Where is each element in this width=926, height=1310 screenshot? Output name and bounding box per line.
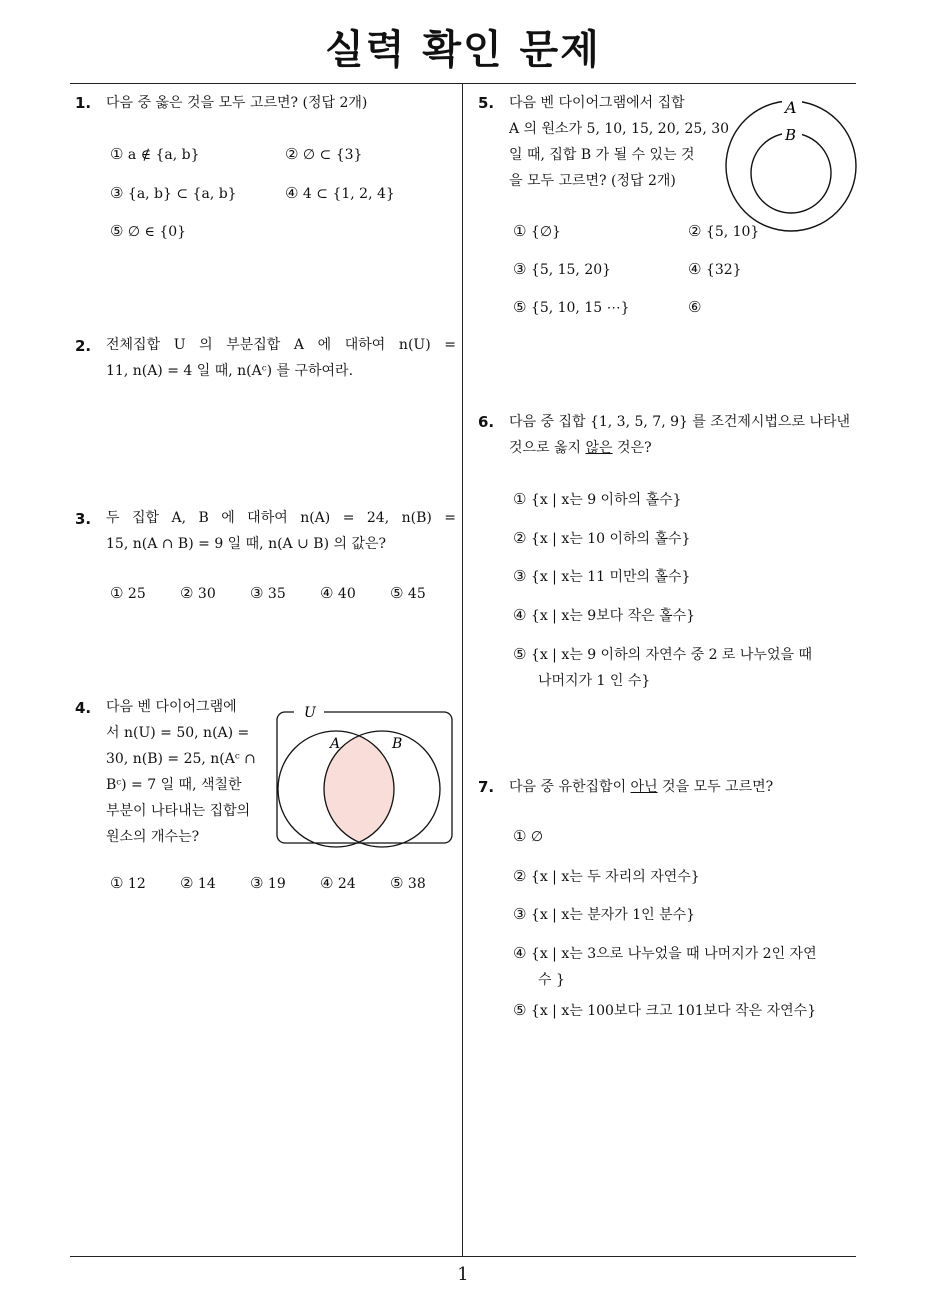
top-rule	[70, 83, 856, 84]
choice-3[interactable]: ③ {a, b} ⊂ {a, b}	[110, 184, 237, 202]
question-text-line-2: 15, n(A ∩ B) = 9 일 때, n(A ∪ B) 의 값은?	[106, 536, 387, 552]
venn-diagram-u-a-b	[272, 700, 457, 848]
choice-2[interactable]: ② ∅ ⊂ {3}	[285, 145, 363, 163]
question-text-line-2: 11, n(A) = 4 일 때, n(Aᶜ) 를 구하여라.	[106, 363, 354, 379]
question-text-line-3: 일 때, 집합 B 가 될 수 있는 것	[509, 147, 695, 163]
choice-2[interactable]: ② {x | x는 10 이하의 홀수}	[513, 529, 691, 547]
question-text-line-4: 을 모두 고르면? (정답 2개)	[509, 173, 676, 189]
choice-2[interactable]: ② {5, 10}	[688, 222, 760, 240]
choice-5[interactable]: ⑤ ∅ ∈ {0}	[110, 222, 187, 240]
question-text-line-3: 30, n(B) = 25, n(Aᶜ ∩	[106, 751, 256, 767]
question-text-line-1: 두 집합 A, B 에 대하여 n(A) = 24, n(B) =	[106, 510, 456, 526]
question-text: 다음 중 유한집합이 아닌 것을 모두 고르면?	[509, 779, 774, 795]
question-text-line-1: 다음 중 집합 {1, 3, 5, 7, 9} 를 조건제시법으로 나타낸	[509, 414, 851, 430]
question-text: 다음 중 옳은 것을 모두 고르면? (정답 2개)	[106, 95, 368, 111]
page-number: 1	[457, 1264, 469, 1285]
choice-5-continuation: 나머지가 1 인 수}	[538, 673, 651, 689]
choice-1[interactable]: ① a ∉ {a, b}	[110, 145, 200, 163]
choice-5[interactable]: ⑤ 38	[390, 874, 426, 892]
choice-6[interactable]: ⑥	[688, 298, 702, 316]
nested-set-diagram	[718, 96, 860, 236]
choice-2[interactable]: ② 30	[180, 584, 216, 602]
choice-1[interactable]: ① {x | x는 9 이하의 홀수}	[513, 490, 682, 508]
choice-5[interactable]: ⑤ {5, 10, 15 ⋯}	[513, 298, 630, 316]
choice-4-continuation: 수 }	[538, 972, 565, 988]
choice-1[interactable]: ① 25	[110, 584, 146, 602]
choice-1[interactable]: ① {∅}	[513, 222, 561, 240]
question-text-line-4: Bᶜ) = 7 일 때, 색칠한	[106, 777, 242, 793]
set-b-label: B	[392, 736, 403, 752]
inner-set-circle	[751, 133, 831, 213]
question-number: 7.	[478, 778, 495, 796]
question-text-line-2: A 의 원소가 5, 10, 15, 20, 25, 30	[509, 121, 730, 137]
choice-1[interactable]: ① ∅	[513, 827, 544, 845]
choice-3[interactable]: ③ 35	[250, 584, 286, 602]
choice-3[interactable]: ③ 19	[250, 874, 286, 892]
choice-4[interactable]: ④ 40	[320, 584, 356, 602]
set-a-label: A	[330, 736, 341, 752]
choice-4[interactable]: ④ {x | x는 9보다 작은 홀수}	[513, 606, 696, 624]
page-title: 실력 확인 문제	[325, 27, 601, 73]
question-number: 3.	[75, 510, 92, 528]
question-text-line-1: 전체집합 U 의 부분집합 A 에 대하여 n(U) =	[106, 337, 456, 353]
choice-4[interactable]: ④ {x | x는 3으로 나누었을 때 나머지가 2인 자연	[513, 944, 817, 962]
emphasis-underline: 아닌	[630, 779, 658, 795]
outer-set-circle	[726, 101, 856, 231]
question-number: 5.	[478, 94, 495, 112]
choice-1[interactable]: ① 12	[110, 874, 146, 892]
column-divider	[462, 84, 463, 1256]
question-number: 2.	[75, 337, 92, 355]
question-number: 1.	[75, 94, 92, 112]
question-text-line-1: 다음 벤 다이어그램에서 집합	[509, 95, 685, 111]
universe-label: U	[304, 705, 316, 721]
question-text-line-1: 다음 벤 다이어그램에	[106, 699, 237, 715]
choice-3[interactable]: ③ {5, 15, 20}	[513, 260, 612, 278]
question-number: 4.	[75, 699, 92, 717]
emphasis-underline: 않은	[585, 440, 613, 456]
choice-2[interactable]: ② 14	[180, 874, 216, 892]
choice-5[interactable]: ⑤ {x | x는 9 이하의 자연수 중 2 로 나누었을 때	[513, 645, 812, 663]
choice-3[interactable]: ③ {x | x는 11 미만의 홀수}	[513, 567, 691, 585]
choice-5[interactable]: ⑤ 45	[390, 584, 426, 602]
choice-2[interactable]: ② {x | x는 두 자리의 자연수}	[513, 867, 700, 885]
inner-set-label: B	[785, 126, 797, 144]
question-number: 6.	[478, 413, 495, 431]
question-text-line-6: 원소의 개수는?	[106, 829, 200, 845]
choice-5[interactable]: ⑤ {x | x는 100보다 크고 101보다 작은 자연수}	[513, 1001, 817, 1019]
bottom-rule	[70, 1256, 856, 1257]
question-text-line-2: 것으로 옳지 않은 것은?	[509, 440, 652, 456]
question-text-line-5: 부분이 나타내는 집합의	[106, 803, 251, 819]
choice-3[interactable]: ③ {x | x는 분자가 1인 분수}	[513, 905, 696, 923]
outer-set-label: A	[785, 98, 797, 117]
question-text-line-2: 서 n(U) = 50, n(A) =	[106, 725, 250, 741]
choice-4[interactable]: ④ 4 ⊂ {1, 2, 4}	[285, 184, 395, 202]
choice-4[interactable]: ④ 24	[320, 874, 356, 892]
choice-4[interactable]: ④ {32}	[688, 260, 742, 278]
